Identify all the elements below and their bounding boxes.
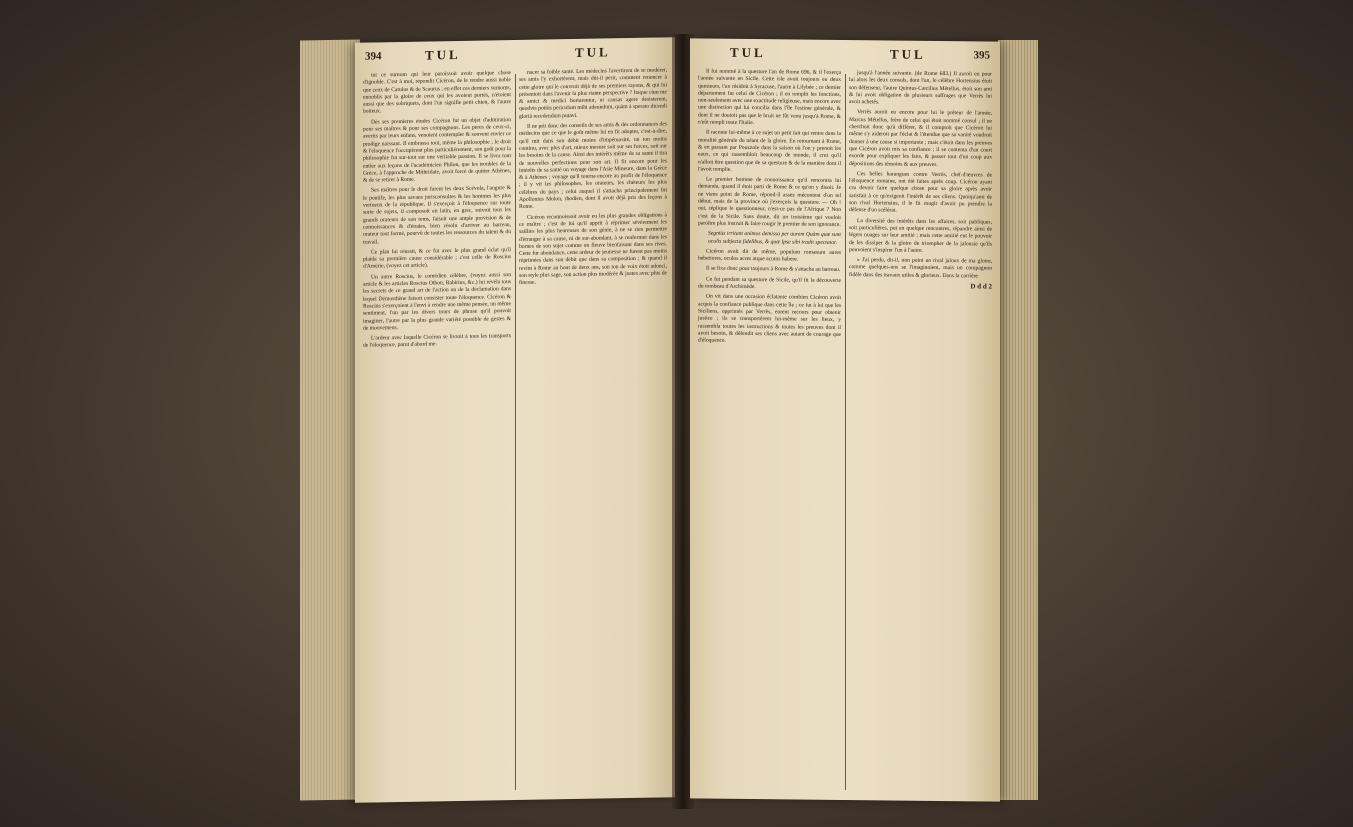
right-column-2 (849, 70, 992, 351)
paragraph: jusqu'à l'année suivante. (de Rome 683.) Il auroit eu pour lui alors les deux consuls, dont l'un, le célèbre Hortensius étoit son défenseur, l'autre Quintus-Cæcilius Métellus, étoit son ami & lui avoit obligation de plusieurs suffrages que Verrès lui avoit achetés. (849, 70, 992, 106)
paragraph: tut ce surnom qui leur paroissoit avoir quelque chose d'ignoble. C'est à moi, répondit Cicéron, de le rendre aussi noble que ceux de Catulus & de Scaurus ; en effet ces derniers surnoms, ennoblis par la gloire de ceux qui les avoient portés, n'étoient aussi que des sobriquets, dont l'un signifie petit chien, & l'autre boiteux. (363, 70, 511, 116)
paragraph: Il ne prit donc des conseils de ses amis & des ordonnances des médecins que ce que le goût même lui en fit adopter, c'est-à-dire, qu'il mit dans son débit moins d'impétuosité, un ton moins continu, avec plus d'art, mieux mesuré soit sur ses forces, soit sur les besoins de la cause. Ainsi des intérêts même de sa santé il tira de nouvelles perfections pour son art. Il fit encore pour les intérêts de sa santé un voyage dans l'Asie Mineure, dans la Grèce & à Athènes ; voyage qu'il tourna encore au profit de l'éloquence ; il y vit les philosophes, les orateurs, les rhéteurs les plus célèbres du pays ; celui auquel il s'attacha principalement fut Apollonius Molon, rhodien, dont il avoit déjà pris des leçons à Rome. (519, 121, 667, 211)
paragraph: Ses maîtres pour le droit furent les deux Scévola, l'augure & le pontife, les plus savans jurisconsultes & les hommes les plus vertueux de la république. Il s'exerçoit à l'éloquence sur toute sorte de sujets, il composoit en latin, en grec, suivoit tous les grands orateurs de son tems, faisoit une ample provision & de connoissances & d'études, bien résolu d'arriver au barreau, orateur tout formé, pourvû de toutes les ressources du talent & du travail. (363, 185, 511, 246)
paragraph: Il raconte lui-même à ce sujet un petit fait qui rentre dans la moralité générale du néant de la gloire. En retournant à Rome, & en passant par Pouzzole dans la saison où l'on y prenoit les eaux, ce qui rassembloit beaucoup de monde, il crut qu'il n'alloit être question que de sa questure & de la manière dont il l'avoit remplie. (698, 129, 841, 173)
paragraph: Cicéron reconnoissoit avoir eu les plus grandes obligations à ce maître ; c'est de lui qu'il apprit à réprimer sévèrement les saillies les plus heureuses de son génie, à ne se rien permettre d'étranger à sa cause, ni de sur-abondant, à se renfermer dans les bornes de son sujet comme un fleuve bienfaisant dans ses rives. Cette fur abondance, cette ardeur de jeunesse ne furent pas moins réprimées dans son débit que dans sa composition ; & quand il revint à Rome au bout de deux ans, son ton de voix étoit adouci, son style plus sage, son action plus modérée & justes avec plus de finesse. (519, 211, 667, 287)
signature-mark: D d d 2 (970, 282, 992, 291)
left-running-head-right: TUL (575, 44, 611, 60)
left-page (355, 37, 675, 803)
paragraph: Dès ses premieres études Cicéron fut un objet d'admiration pour ses maîtres & pour ses compagnons. Les peres de ceux-ci, avertis par leurs enfans, venoient contempler & souvent envier ce prodige naissant. Il embrassa tout, même la philosophie ; le droit & l'éloquence l'occupèrent plus particuliérement, son goût pour la philosophie fut sur-tout sur une véritable passion. Il se livra tout entier aux leçons de l'académicien Philon, que les troubles de la Grèce, à l'approche de Mithridate, avoit forcé de quitter Athènes, & de se retirer à Rome. (363, 116, 511, 184)
left-page-edges (300, 39, 360, 800)
right-column-1 (698, 68, 841, 349)
paragraph: L'ardeur avec laquelle Cicéron se livroit à tous les transports de l'éloquence, parut d'abord me- (363, 333, 511, 350)
left-column-2 (519, 67, 667, 350)
paragraph: Un autre Roscius, le comédien célèbre, (voyez aussi son article & les articles Roscius Othon, Rabirius, &c.) lui révéla tous les secrets de ce grand art de l'action ou de la déclamation dans lequel Démosthène faisoit consister toute l'éloquence. Cicéron & Roscius s'exerçoient à l'envi à rendre une même pensée, un même sentiment, l'un par les divers tours de phrase qu'il pouvoit imaginer, l'autre par la plus grande variété possible de gestes & de mouvemens. (363, 271, 511, 332)
paragraph: On vit dans une occasion éclatante combien Cicéron avoit acquis la confiance publique dans cette île ; ce fut à lui que les Siciliens, opprimés par Verrès, eurent recours pour obtenir justice ; ils se transportèrent lui-même sur les lieux, y rassembla toutes les instructions & toutes les preuves dont il avoit besoin, & défendit ses cliens avec autant de courage que d'éloquence. (698, 293, 841, 344)
right-running-head-right: TUL (890, 46, 926, 62)
paragraph: Ces belles harangues contre Verrès, chef-d'œuvres de l'éloquence romaine, ont été faites après coup. Cicéron ayant cru devoir faire quelque chose pour sa gloire après avoir satisfait à ce qu'exigeoit l'intérêt de ses cliens. Quoiqu'ami de son rival Hortensius, il le fit rougir d'avoir pu prendre la défense d'un scélérat. (849, 170, 992, 214)
right-page-number: 395 (973, 49, 990, 62)
paragraph: Ce fut pendant sa questure de Sicile, qu'il fit la découverte du tombeau d'Archimède. (698, 276, 841, 291)
latin-quotation: Segniùs irritant animos demissa per aurem Quàm quæ sunt oculis subjecta fidelibus, & quæ Ipse sibi tradit spectator. (708, 230, 841, 246)
left-page-header (355, 37, 675, 73)
right-running-head-left: TUL (730, 44, 766, 61)
paragraph: Verrès auroit eu encore pour lui le préteur de l'année, Marcus Métellus, frère de celui qui étoit nommé consul ; il ne cherchoit donc qu'à différer, & il comptoit que Cicéron lui même s'y aideroit par l'éclat & l'étendue que sa vanité voudroit donner à une cause si importante ; mais c'étoit dans les preuves que Cicéron avoit mis sa confiance ; il se contenta d'un court exorde pour expliquer les faits, & passer tout d'un coup aux dépositions des témoins & aux preuves. (849, 109, 992, 168)
paragraph: Cicéron avoit dit de même, populum romanum aures hebetiores, oculos acres atque acutos habere. (698, 248, 841, 263)
right-page (690, 38, 1000, 801)
left-page-number: 394 (365, 50, 382, 63)
right-page-edges (998, 40, 1038, 800)
left-running-head-left: TUL (425, 46, 461, 63)
paragraph: Ce plan lui réussit, & ce fut avec le plus grand éclat qu'il plaida sa première cause considérable ; c'est celle de Roscius d'Amérie, (voyez cet article). (363, 246, 511, 271)
paragraph: Le premier homme de connoissance qu'il rencontra lui demanda, quand il étoit parti de Rome & ce qu'on y disoit. Je ne viens point de Rome, répond-il assez mécontent d'un tel début, mais de la province où j'exerçois la questure. — Oh ! oui, réplique le questionneur, n'est-ce pas de l'Afrique ? Non c'est de la Sicile. Sans doute, dit un troisième qui vouloit paroître plus instruit & faire rougir le premier de son ignorance. (698, 176, 841, 228)
paragraph: » J'ai perdu, dit-il, non point un rival jaloux de ma gloire, comme quelques-uns se l'imaginoient, mais un compagnon fidèle dans des travaux utiles & glorieux. Dans la carrière (849, 257, 992, 280)
right-page-header (690, 38, 1000, 71)
paragraph: La diversité des intérêts dans les affaires, soit publiques, soit particulières, put en quelque rencontres, répandre ainsi de légers nuages sur leur amitié ; mais cette amitié eut le pouvoir de les dissiper & la gloire de triompher de la jalousie qu'ils pouvoient s'inspirer l'un à l'autre. (849, 217, 992, 254)
paragraph: nacer sa foible santé. Les médecins l'avertirent de se modérer, ses amis l'y exhortèrent, mais dût-il périr, comment renoncer à cette gloire qui le couvroit déjà de ses premiers rayons, & qui lui présentoit dans l'avenir la plus riante perspective ? Itaque cùm me & amici & medici hortarentur, ut causas agere desisterem, quodvis potiùs periculum mihi adeundum, quàm à sperato dicendi gloriâ recedendum putavi. (519, 67, 667, 120)
column-rule (845, 74, 846, 790)
paragraph: Il se fixa donc pour toujours à Rome & s'attacha au barreau. (706, 265, 841, 274)
paragraph: Il fut nommé à la questure l'an de Rome 696, & il l'exerça l'année suivante en Sicile. Cette isle avoit toujours eu deux questeurs, l'un résidoit à Syracuse, l'autre à Lilybée ; ce dernier département fut celui de Cicéron ; il en remplit les fonctions, non-seulement avec une exactitude religieuse, mais encore avec une distinction qui lui concilia dans l'île l'estime générale, & dont il ne doutoit pas que le bruit ne fût venu jusqu'à Rome, & n'eût rempli toute l'Italie. (698, 68, 841, 127)
left-column-1 (363, 70, 511, 353)
column-rule (515, 74, 516, 790)
